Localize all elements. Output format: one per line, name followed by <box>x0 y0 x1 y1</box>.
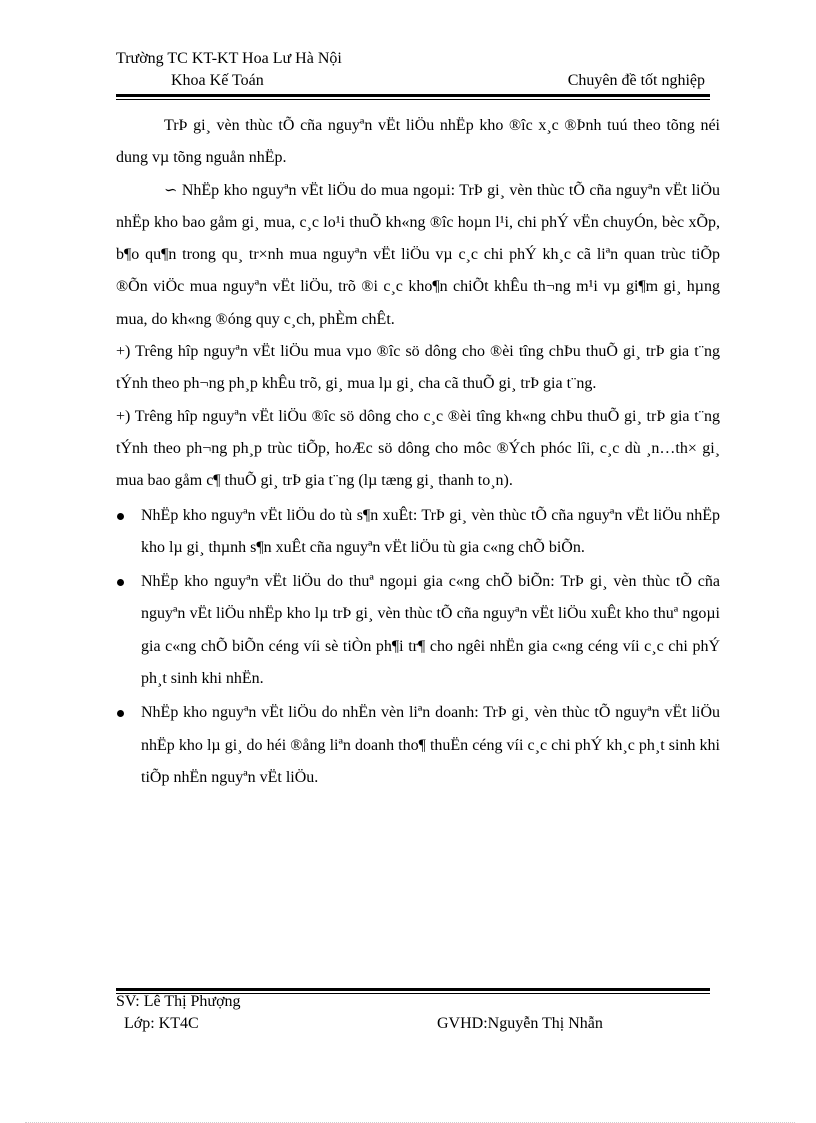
list-item-text: NhËp kho nguyªn vËt liÖu do tù s¶n xuÊt: TrÞ gi¸ vèn thùc tÕ cña nguyªn vËt liÖu nhËp kho lµ gi¸ thµnh s¶n xuÊt cña nguyªn vËt liÖu tù gia c«ng chÕ biÕn. <box>141 506 720 556</box>
header-divider <box>116 94 710 100</box>
student-name: SV: Lê Thị Phượng <box>116 993 241 1010</box>
class-name: Lớp: KT4C <box>124 1015 199 1032</box>
list-item <box>116 697 720 794</box>
document-body <box>116 110 720 794</box>
department-name: Khoa Kế Toán <box>171 72 264 89</box>
paragraph: +) Trêng hîp nguyªn vËt liÖu ®îc sö dông cho c¸c ®èi tîng kh«ng chÞu thuÕ gi¸ trÞ gia t¨ng tÝnh theo ph¬ng ph¸p trùc tiÕp, hoÆc sö dông cho môc ®Ých phóc lîi, c¸c dù ¸n…th× gi¸ mua bao gåm c¶ thuÕ gi¸ trÞ gia t¨ng (lµ tæng gi¸ thanh to¸n). <box>116 407 720 490</box>
bullet-icon <box>117 513 124 520</box>
school-name: Trường TC KT-KT Hoa Lư Hà Nội <box>116 50 342 67</box>
list-item <box>116 566 720 695</box>
advisor-name: GVHD:Nguyễn Thị Nhẫn <box>437 1015 603 1032</box>
list-item-text: NhËp kho nguyªn vËt liÖu do thuª ngoµi gia c«ng chÕ biÕn: TrÞ gi¸ vèn thùc tÕ cña nguyªn vËt liÖu nhËp kho lµ trÞ gi¸ vèn thùc tÕ cña nguyªn vËt liÖu xuÊt kho thuª ngoµi gia c«ng chÕ biÕn céng víi sè tiÒn ph¶i tr¶ cho ngêi nhËn gia c«ng céng víi c¸c chi phÝ ph¸t sinh khi nhËn. <box>141 573 720 688</box>
document-topic: Chuyên đề tốt nghiệp <box>567 72 705 89</box>
paragraph: +) Trêng hîp nguyªn vËt liÖu mua vµo ®îc sö dông cho ®èi tîng chÞu thuÕ gi¸ trÞ gia t¨ng tÝnh theo ph¬ng ph¸p khÊu trõ, gi¸ mua lµ gi¸ cha cã thuÕ gi¸ trÞ gia t¨ng. <box>116 343 720 393</box>
bullet-icon <box>117 579 124 586</box>
list-item-text: NhËp kho nguyªn vËt liÖu do nhËn vèn liªn doanh: TrÞ gi¸ vèn thùc tÕ nguyªn vËt liÖu nhËp kho lµ gi¸ do héi ®ång liªn doanh tho¶ thuËn céng víi c¸c chi phÝ kh¸c ph¸t sinh khi tiÕp nhËn nguyªn vËt liÖu. <box>141 704 720 786</box>
bullet-list <box>116 500 720 795</box>
paragraph: TrÞ gi¸ vèn thùc tÕ cña nguyªn vËt liÖu nhËp kho ®îc x¸c ®Þnh tuú theo tõng néi dung vµ tõng nguån nhËp. <box>116 117 720 167</box>
paragraph: ∽ NhËp kho nguyªn vËt liÖu do mua ngoµi: TrÞ gi¸ vèn thùc tÕ cña nguyªn vËt liÖu nhËp kho bao gåm gi¸ mua, c¸c lo¹i thuÕ kh«ng ®îc hoµn l¹i, chi phÝ vËn chuyÓn, bèc xÕp, b¶o qu¶n trong qu¸ tr×nh mua nguyªn vËt liÖu vµ c¸c chi phÝ kh¸c cã liªn quan trùc tiÕp ®Õn viÖc mua nguyªn vËt liÖu, trõ ®i c¸c kho¶n chiÕt khÊu th¬ng m¹i vµ gi¶m gi¸ hµng mua, do kh«ng ®óng quy c¸ch, phÈm chÊt. <box>116 181 720 328</box>
list-item <box>116 500 720 565</box>
bullet-icon <box>117 710 124 717</box>
